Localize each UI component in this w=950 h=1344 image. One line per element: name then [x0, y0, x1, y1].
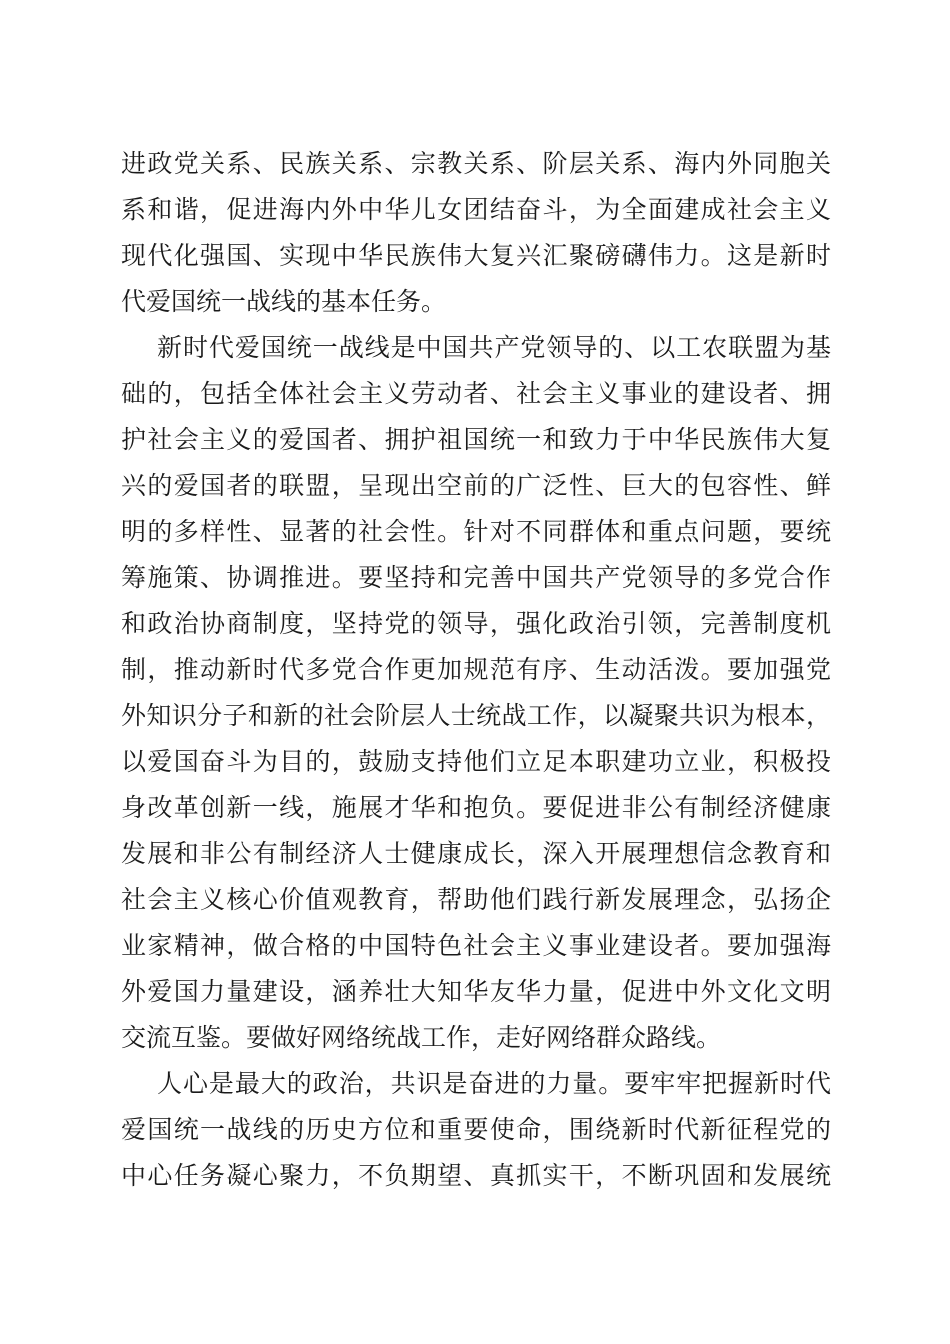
text-line: 身改革创新一线，施展才华和抱负。要促进非公有制经济健康: [121, 793, 831, 822]
text-line: 发展和非公有制经济人士健康成长，深入开展理想信念教育和: [121, 839, 831, 868]
text-line: 明的多样性、显著的社会性。针对不同群体和重点问题，要统: [121, 517, 831, 546]
text-line: 外知识分子和新的社会阶层人士统战工作，以凝聚共识为根本，: [121, 701, 831, 730]
text-line: 进政党关系、民族关系、宗教关系、阶层关系、海内外同胞关: [121, 149, 831, 178]
text-line: 兴的爱国者的联盟，呈现出空前的广泛性、巨大的包容性、鲜: [121, 471, 831, 500]
text-line: 中心任务凝心聚力，不负期望、真抓实干，不断巩固和发展统: [121, 1161, 831, 1190]
text-line: 以爱国奋斗为目的，鼓励支持他们立足本职建功立业，积极投: [121, 747, 831, 776]
text-line: 系和谐，促进海内外中华儿女团结奋斗，为全面建成社会主义: [121, 195, 831, 224]
text-line: 交流互鉴。要做好网络统战工作，走好网络群众路线。: [121, 1023, 722, 1052]
text-line: 筹施策、协调推进。要坚持和完善中国共产党领导的多党合作: [121, 563, 831, 592]
text-line: 现代化强国、实现中华民族伟大复兴汇聚磅礴伟力。这是新时: [121, 241, 831, 270]
text-line: 础的，包括全体社会主义劳动者、社会主义事业的建设者、拥: [121, 379, 831, 408]
paragraph-first-line: 人心是最大的政治，共识是奋进的力量。要牢牢把握新时代: [157, 1069, 831, 1098]
text-line: 爱国统一战线的历史方位和重要使命，围绕新时代新征程党的: [121, 1115, 831, 1144]
text-line: 业家精神，做合格的中国特色社会主义事业建设者。要加强海: [121, 931, 831, 960]
body-text: [121, 141, 831, 1199]
text-line: 护社会主义的爱国者、拥护祖国统一和致力于中华民族伟大复: [121, 425, 831, 454]
text-line: 社会主义核心价值观教育，帮助他们践行新发展理念，弘扬企: [121, 885, 831, 914]
text-line: 外爱国力量建设，涵养壮大知华友华力量，促进中外文化文明: [121, 977, 831, 1006]
text-line: 代爱国统一战线的基本任务。: [121, 287, 447, 316]
text-line: 和政治协商制度，坚持党的领导，强化政治引领，完善制度机: [121, 609, 831, 638]
text-line: 制，推动新时代多党合作更加规范有序、生动活泼。要加强党: [121, 655, 831, 684]
paragraph-first-line: 新时代爱国统一战线是中国共产党领导的、以工农联盟为基: [157, 333, 831, 362]
